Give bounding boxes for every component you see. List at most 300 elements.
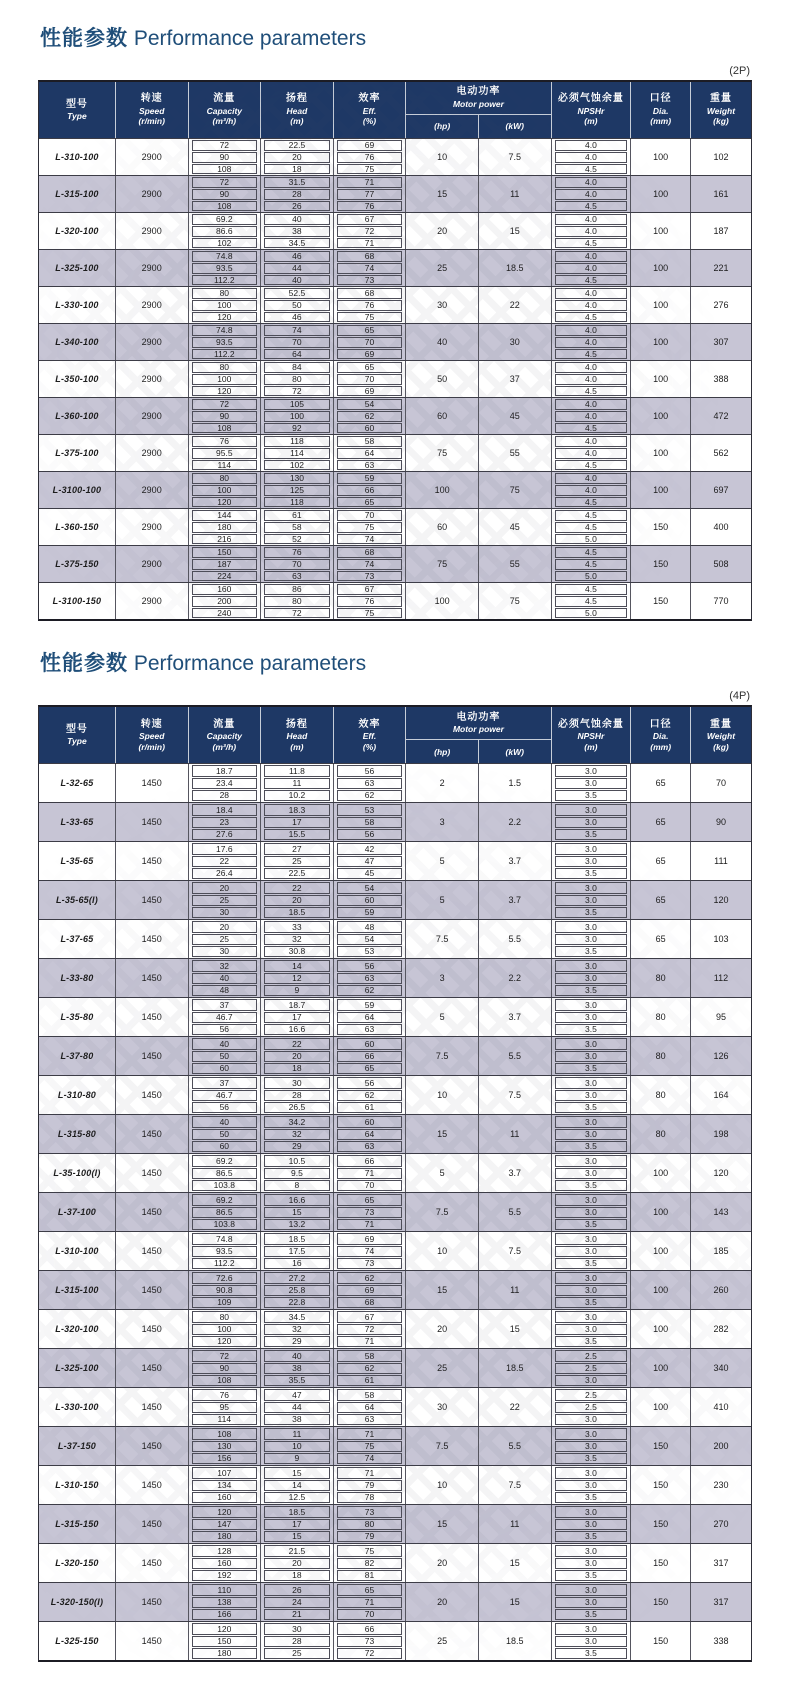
eff-value: 63 (337, 778, 403, 789)
npshr-value: 3.5 (555, 985, 628, 996)
model-type: L-330-100 (39, 287, 116, 323)
npshr-value-stack (552, 1544, 632, 1582)
capacity-value-stack (189, 287, 262, 323)
head-value: 80 (264, 374, 330, 385)
hp-value: 7.5 (406, 1037, 479, 1075)
table-row (39, 763, 751, 802)
head-value: 20 (264, 895, 330, 906)
weight-value: 472 (713, 411, 729, 422)
eff-value: 56 (337, 829, 403, 840)
column-header-hp: (hp) (406, 740, 479, 763)
hp-value: 15 (406, 1271, 479, 1309)
capacity-value-stack (189, 398, 262, 434)
capacity-value: 74.8 (192, 251, 258, 262)
capacity-value: 160 (192, 584, 258, 595)
npshr-value-stack (552, 509, 632, 545)
eff-value: 75 (337, 164, 403, 175)
head-value: 10.5 (264, 1155, 330, 1166)
head-value: 16.6 (264, 1024, 330, 1035)
kw-value: 75 (479, 583, 552, 619)
head-value: 24 (264, 1597, 330, 1608)
npshr-value: 3.5 (555, 1453, 628, 1464)
capacity-value-stack (189, 1154, 262, 1192)
kw-value: 3.7 (479, 998, 552, 1036)
npshr-value-stack (552, 1115, 632, 1153)
npshr-value: 5.0 (555, 534, 628, 545)
capacity-value: 80 (192, 473, 258, 484)
column-header-eff: 效率 Eff. (%) (334, 82, 407, 138)
head-value: 118 (264, 497, 330, 508)
head-value: 15 (264, 1207, 330, 1218)
head-value-stack (261, 1622, 334, 1660)
eff-value: 61 (337, 1102, 403, 1113)
eff-value-stack (334, 764, 407, 802)
eff-value: 75 (337, 608, 403, 619)
eff-value: 71 (337, 1467, 403, 1478)
npshr-value-stack (552, 881, 632, 919)
weight-value: 388 (713, 374, 729, 385)
head-value: 15 (264, 1467, 330, 1478)
npshr-value: 3.0 (555, 960, 628, 971)
eff-value: 69 (337, 1285, 403, 1296)
npshr-value: 4.0 (555, 374, 628, 385)
capacity-value: 160 (192, 1558, 258, 1569)
hp-value: 7.5 (406, 1427, 479, 1465)
head-value-stack (261, 398, 334, 434)
eff-value: 62 (337, 411, 403, 422)
capacity-value: 95.5 (192, 448, 258, 459)
eff-value: 75 (337, 1441, 403, 1452)
head-value: 8 (264, 1180, 330, 1191)
dia-value: 100 (631, 324, 691, 360)
npshr-value: 4.0 (555, 152, 628, 163)
npshr-value: 3.0 (555, 1090, 628, 1101)
kw-value: 5.5 (479, 1037, 552, 1075)
model-type: L-360-150 (39, 509, 116, 545)
model-type: L-35-80 (39, 998, 116, 1036)
eff-value: 71 (337, 1168, 403, 1179)
head-value: 58 (264, 522, 330, 533)
model-type: L-330-100 (39, 1388, 116, 1426)
head-value: 22.8 (264, 1297, 330, 1308)
npshr-value: 4.5 (555, 510, 628, 521)
capacity-value-stack (189, 546, 262, 582)
eff-value: 59 (337, 907, 403, 918)
npshr-value-stack (552, 842, 632, 880)
dia-value: 150 (631, 1427, 691, 1465)
kw-value: 15 (479, 1310, 552, 1348)
eff-value: 67 (337, 1311, 403, 1322)
eff-value: 71 (337, 1336, 403, 1347)
capacity-value: 72.6 (192, 1272, 258, 1283)
npshr-value: 4.5 (555, 312, 628, 323)
weight-value: 276 (713, 300, 729, 311)
capacity-value: 27.6 (192, 829, 258, 840)
head-value-stack (261, 1427, 334, 1465)
npshr-value: 3.0 (555, 1129, 628, 1140)
head-value: 33 (264, 921, 330, 932)
eff-value-stack (334, 1505, 407, 1543)
table-row (39, 880, 751, 919)
table-body (39, 138, 751, 619)
eff-value: 63 (337, 460, 403, 471)
kw-value: 37 (479, 361, 552, 397)
eff-value: 68 (337, 547, 403, 558)
model-type: L-37-65 (39, 920, 116, 958)
eff-value: 81 (337, 1570, 403, 1581)
column-header-dia: 口径 Dia. (mm) (631, 82, 691, 138)
head-value: 20 (264, 152, 330, 163)
eff-value: 66 (337, 1623, 403, 1634)
column-header-type: 型号 Type (39, 707, 116, 763)
dia-value: 100 (631, 250, 691, 286)
capacity-value-stack (189, 1349, 262, 1387)
head-value: 25.8 (264, 1285, 330, 1296)
model-type: L-350-100 (39, 361, 116, 397)
column-header-capacity: 流量 Capacity (m³/h) (189, 707, 262, 763)
npshr-value: 3.0 (555, 1545, 628, 1556)
column-header-motor-power: 电动功率 Motor power (hp) (kW) (406, 707, 551, 763)
npshr-value: 3.5 (555, 868, 628, 879)
weight-value: 102 (713, 152, 729, 163)
npshr-value: 3.0 (555, 1506, 628, 1517)
speed-value: 2900 (116, 361, 189, 397)
hp-value: 15 (406, 1505, 479, 1543)
head-value: 27.2 (264, 1272, 330, 1283)
kw-value: 55 (479, 546, 552, 582)
capacity-value: 120 (192, 386, 258, 397)
table-row (39, 1582, 751, 1621)
head-value: 52 (264, 534, 330, 545)
head-value: 74 (264, 325, 330, 336)
npshr-value-stack (552, 1388, 632, 1426)
capacity-value: 108 (192, 423, 258, 434)
capacity-value-stack (189, 472, 262, 508)
head-value: 22.5 (264, 140, 330, 151)
kw-value: 15 (479, 1583, 552, 1621)
weight-value: 697 (713, 485, 729, 496)
table-row (39, 249, 751, 286)
speed-value: 1450 (116, 1154, 189, 1192)
capacity-value: 112.2 (192, 275, 258, 286)
head-value: 28 (264, 1090, 330, 1101)
npshr-value: 4.5 (555, 201, 628, 212)
weight-value: 126 (713, 1051, 729, 1062)
eff-value-stack (334, 1232, 407, 1270)
capacity-value: 72 (192, 399, 258, 410)
hp-value: 5 (406, 881, 479, 919)
eff-value: 65 (337, 1194, 403, 1205)
capacity-value: 76 (192, 436, 258, 447)
npshr-value: 3.5 (555, 1219, 628, 1230)
npshr-value: 4.5 (555, 547, 628, 558)
head-value: 50 (264, 300, 330, 311)
eff-value-stack (334, 920, 407, 958)
capacity-value: 80 (192, 1311, 258, 1322)
hp-value: 7.5 (406, 1193, 479, 1231)
kw-value: 3.7 (479, 1154, 552, 1192)
capacity-value: 60 (192, 1063, 258, 1074)
kw-value: 11 (479, 176, 552, 212)
eff-value-stack (334, 583, 407, 619)
npshr-value: 3.5 (555, 1063, 628, 1074)
eff-value: 74 (337, 1453, 403, 1464)
npshr-value: 3.0 (555, 1012, 628, 1023)
head-value: 32 (264, 934, 330, 945)
model-type: L-310-100 (39, 139, 116, 175)
weight-value: 90 (715, 817, 726, 828)
npshr-value: 3.0 (555, 1467, 628, 1478)
npshr-value: 3.0 (555, 934, 628, 945)
kw-value: 30 (479, 324, 552, 360)
head-value: 32 (264, 1129, 330, 1140)
capacity-value: 37 (192, 999, 258, 1010)
capacity-value: 72 (192, 177, 258, 188)
eff-value: 76 (337, 201, 403, 212)
capacity-value-stack (189, 1232, 262, 1270)
speed-value: 2900 (116, 250, 189, 286)
head-value: 38 (264, 1363, 330, 1374)
head-value: 17 (264, 1519, 330, 1530)
head-value-stack (261, 583, 334, 619)
npshr-value: 3.0 (555, 1207, 628, 1218)
eff-value: 76 (337, 300, 403, 311)
capacity-value: 93.5 (192, 263, 258, 274)
npshr-value: 4.0 (555, 140, 628, 151)
npshr-value: 4.5 (555, 584, 628, 595)
head-value: 35.5 (264, 1375, 330, 1386)
capacity-value: 120 (192, 312, 258, 323)
head-value: 70 (264, 337, 330, 348)
dia-value: 65 (631, 764, 691, 802)
capacity-value: 108 (192, 201, 258, 212)
head-value: 10.2 (264, 790, 330, 801)
column-header-capacity: 流量 Capacity (m³/h) (189, 82, 262, 138)
table-row (39, 582, 751, 619)
kw-value: 5.5 (479, 1427, 552, 1465)
head-value-stack (261, 1154, 334, 1192)
model-type: L-340-100 (39, 324, 116, 360)
hp-value: 2 (406, 764, 479, 802)
npshr-value: 3.5 (555, 1609, 628, 1620)
capacity-value: 103.8 (192, 1219, 258, 1230)
npshr-value: 3.5 (555, 1141, 628, 1152)
head-value: 38 (264, 226, 330, 237)
capacity-value-stack (189, 1310, 262, 1348)
npshr-value-stack (552, 1583, 632, 1621)
head-value: 18.5 (264, 907, 330, 918)
table-row (39, 323, 751, 360)
npshr-value: 3.0 (555, 1597, 628, 1608)
head-value-stack (261, 139, 334, 175)
eff-value: 73 (337, 571, 403, 582)
hp-value: 3 (406, 803, 479, 841)
weight-value: 112 (713, 973, 729, 984)
capacity-value: 108 (192, 1375, 258, 1386)
capacity-value: 160 (192, 1492, 258, 1503)
eff-value: 42 (337, 843, 403, 854)
capacity-value: 120 (192, 1506, 258, 1517)
capacity-value: 93.5 (192, 1246, 258, 1257)
model-type: L-35-65 (39, 842, 116, 880)
kw-value: 11 (479, 1271, 552, 1309)
weight-value: 143 (713, 1207, 729, 1218)
hp-value: 100 (406, 472, 479, 508)
eff-value: 65 (337, 497, 403, 508)
npshr-value: 4.0 (555, 288, 628, 299)
eff-value: 58 (337, 817, 403, 828)
model-type: L-360-100 (39, 398, 116, 434)
eff-value: 72 (337, 1324, 403, 1335)
speed-value: 2900 (116, 509, 189, 545)
pole-count-label: (2P) (729, 65, 750, 78)
performance-table-2p (38, 80, 752, 621)
title-english: Performance parameters (133, 652, 367, 676)
head-value: 17 (264, 1012, 330, 1023)
kw-value: 1.5 (479, 764, 552, 802)
npshr-value: 3.0 (555, 1428, 628, 1439)
npshr-value: 3.0 (555, 895, 628, 906)
title-chinese: 性能参数 (40, 27, 128, 50)
eff-value: 66 (337, 1155, 403, 1166)
npshr-value: 5.0 (555, 608, 628, 619)
head-value-stack (261, 213, 334, 249)
head-value: 9 (264, 1453, 330, 1464)
eff-value: 64 (337, 1129, 403, 1140)
capacity-value: 32 (192, 960, 258, 971)
npshr-value-stack (552, 1037, 632, 1075)
eff-value: 77 (337, 189, 403, 200)
eff-value-stack (334, 959, 407, 997)
capacity-value-stack (189, 139, 262, 175)
head-value: 80 (264, 596, 330, 607)
dia-value: 150 (631, 583, 691, 619)
column-header-weight: 重量 Weight (kg) (706, 93, 736, 127)
capacity-value: 69.2 (192, 214, 258, 225)
kw-value: 2.2 (479, 803, 552, 841)
capacity-value-stack (189, 1427, 262, 1465)
npshr-value: 3.0 (555, 1375, 628, 1386)
title-chinese: 性能参数 (40, 652, 128, 676)
npshr-value: 3.5 (555, 1180, 628, 1191)
eff-value-stack (334, 1115, 407, 1153)
speed-value: 1450 (116, 959, 189, 997)
hp-value: 7.5 (406, 920, 479, 958)
weight-value: 562 (713, 448, 729, 459)
dia-value: 100 (631, 176, 691, 212)
kw-value: 7.5 (479, 1466, 552, 1504)
npshr-value-stack (552, 1232, 632, 1270)
npshr-value-stack (552, 361, 632, 397)
eff-value: 61 (337, 1375, 403, 1386)
capacity-value: 46.7 (192, 1012, 258, 1023)
head-value-stack (261, 1544, 334, 1582)
capacity-value-stack (189, 1271, 262, 1309)
table-header (39, 82, 751, 138)
capacity-value: 130 (192, 1441, 258, 1452)
eff-value-stack (334, 1583, 407, 1621)
head-value: 18.5 (264, 1506, 330, 1517)
eff-value: 56 (337, 765, 403, 776)
eff-value-stack (334, 1622, 407, 1660)
eff-value: 60 (337, 423, 403, 434)
eff-value: 58 (337, 436, 403, 447)
capacity-value: 134 (192, 1480, 258, 1491)
eff-value: 80 (337, 1519, 403, 1530)
head-value-stack (261, 250, 334, 286)
eff-value: 72 (337, 1648, 403, 1659)
head-value: 102 (264, 460, 330, 471)
kw-value: 5.5 (479, 1193, 552, 1231)
eff-value-stack (334, 1271, 407, 1309)
eff-value: 60 (337, 1038, 403, 1049)
eff-value: 56 (337, 1077, 403, 1088)
head-value: 29 (264, 1336, 330, 1347)
table-row (39, 1504, 751, 1543)
capacity-value: 180 (192, 1648, 258, 1659)
head-value-stack (261, 472, 334, 508)
table-row (39, 1309, 751, 1348)
eff-value: 78 (337, 1492, 403, 1503)
dia-value: 100 (631, 1193, 691, 1231)
capacity-value: 18.4 (192, 804, 258, 815)
eff-value: 59 (337, 473, 403, 484)
kw-value: 75 (479, 472, 552, 508)
capacity-value: 25 (192, 934, 258, 945)
eff-value-stack (334, 1193, 407, 1231)
eff-value: 65 (337, 325, 403, 336)
table-row (39, 1231, 751, 1270)
eff-value-stack (334, 1349, 407, 1387)
eff-value: 69 (337, 386, 403, 397)
eff-value: 68 (337, 251, 403, 262)
kw-value: 2.2 (479, 959, 552, 997)
kw-value: 3.7 (479, 881, 552, 919)
model-type: L-320-100 (39, 1310, 116, 1348)
npshr-value: 3.5 (555, 1024, 628, 1035)
speed-value: 1450 (116, 1232, 189, 1270)
column-header-dia: 口径 Dia. (mm) (631, 707, 691, 763)
hp-value: 5 (406, 1154, 479, 1192)
model-type: L-315-80 (39, 1115, 116, 1153)
speed-value: 2900 (116, 324, 189, 360)
npshr-value: 3.5 (555, 946, 628, 957)
capacity-value: 86.6 (192, 226, 258, 237)
npshr-value: 3.5 (555, 1102, 628, 1113)
speed-value: 2900 (116, 546, 189, 582)
weight-value: 70 (715, 778, 726, 789)
dia-value: 65 (631, 842, 691, 880)
npshr-value: 3.5 (555, 1570, 628, 1581)
table-row (39, 471, 751, 508)
head-value: 18.5 (264, 1233, 330, 1244)
column-header-speed: 转速 Speed (r/min) (116, 82, 189, 138)
speed-value: 1450 (116, 1271, 189, 1309)
eff-value: 53 (337, 946, 403, 957)
weight-value: 103 (713, 934, 729, 945)
capacity-value: 100 (192, 1324, 258, 1335)
weight-value: 400 (713, 522, 729, 533)
npshr-value-stack (552, 1076, 632, 1114)
eff-value: 66 (337, 485, 403, 496)
npshr-value: 3.5 (555, 1336, 628, 1347)
column-header-type: 型号 Type (39, 82, 116, 138)
capacity-value: 128 (192, 1545, 258, 1556)
model-type: L-3100-100 (39, 472, 116, 508)
eff-value: 59 (337, 999, 403, 1010)
speed-value: 1450 (116, 842, 189, 880)
npshr-value: 3.0 (555, 1441, 628, 1452)
